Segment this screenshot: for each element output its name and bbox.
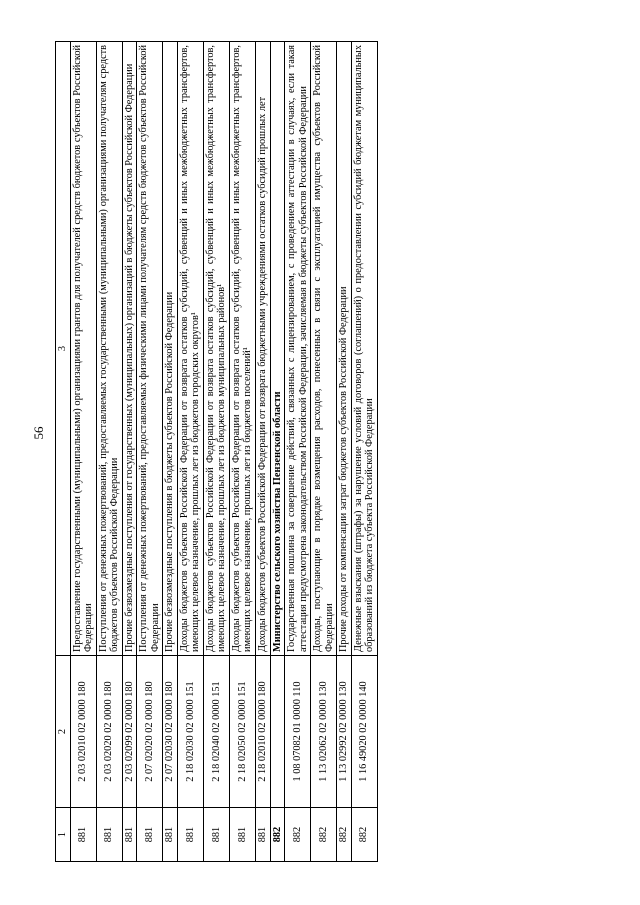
kbk-cell: 1 13 02062 02 0000 130: [311, 656, 337, 808]
description-cell: Денежные взыскания (штрафы) за нарушение условий договоров (соглашений) о предоставлении субсидий бюджетам муниципальных образований из бюджета субъекта Российской Федерации: [351, 42, 377, 656]
rotated-document-table: [55, 42, 585, 862]
kbk-cell: 2 18 02030 02 0000 151: [177, 656, 203, 808]
description-cell: Доходы бюджетов субъектов Российской Федерации от возврата остатков субсидий, субвенций и иных межбюджетных трансфертов, имеющих целевое назначение, прошлых лет из бюджетов городских округов¹: [177, 42, 203, 656]
description-cell: Доходы бюджетов субъектов Российской Федерации от возврата остатков субсидий, субвенций и иных межбюджетных трансфертов, имеющих целевое назначение, прошлых лет из бюджетов поселений¹: [229, 42, 255, 656]
header-col-3: 3: [56, 42, 71, 656]
header-col-2: 2: [56, 656, 71, 808]
kbk-cell: 1 13 02992 02 0000 130: [337, 656, 352, 808]
kbk-cell: 2 18 02040 02 0000 151: [203, 656, 229, 808]
table-row: [255, 42, 270, 862]
description-cell: Прочие безвозмездные поступления от государственных (муниципальных) организаций в бюджеты субъектов Российской Федерации: [122, 42, 137, 656]
table-row: [203, 42, 229, 862]
kbk-cell: 2 18 02050 02 0000 151: [229, 656, 255, 808]
kbk-cell: 2 03 02099 02 0000 180: [122, 656, 137, 808]
table-row: [351, 42, 377, 862]
description-cell: Доходы бюджетов субъектов Российской Федерации от возврата бюджетными учреждениями остатков субсидий прошлых лет: [255, 42, 270, 656]
page-number: 56: [31, 426, 46, 440]
kbk-cell: 1 08 07082 01 0000 110: [285, 656, 311, 808]
kbk-cell: 2 03 02020 02 0000 180: [96, 656, 122, 808]
revenue-codes-table: [55, 41, 378, 862]
admin-code-cell: 881: [163, 808, 178, 862]
admin-code-cell: 881: [255, 808, 270, 862]
description-cell: Поступления от денежных пожертвований, предоставляемых государственными (муниципальными) организациями получателям средств бюджетов субъектов Российской Федерации: [96, 42, 122, 656]
table-row: [285, 42, 311, 862]
description-cell: Предоставление государственными (муниципальными) организациями грантов для получателей средств бюджетов субъектов Российской Федерации: [70, 42, 96, 656]
table-row: [311, 42, 337, 862]
kbk-cell: 1 16 49020 02 0000 140: [351, 656, 377, 808]
section-code-cell: 882: [270, 808, 285, 862]
description-cell: Прочие доходы от компенсации затрат бюджетов субъектов Российской Федерации: [337, 42, 352, 656]
description-cell: Доходы бюджетов субъектов Российской Федерации от возврата остатков субсидий, субвенций и иных межбюджетных трансфертов, имеющих целевое назначение, прошлых лет из бюджетов муниципальных районов¹: [203, 42, 229, 656]
kbk-cell: 2 07 02030 02 0000 180: [163, 656, 178, 808]
table-row: [177, 42, 203, 862]
admin-code-cell: 881: [122, 808, 137, 862]
admin-code-cell: 882: [285, 808, 311, 862]
table-row: [229, 42, 255, 862]
admin-code-cell: 881: [177, 808, 203, 862]
table-row: [137, 42, 163, 862]
table-row: [337, 42, 352, 862]
admin-code-cell: 881: [96, 808, 122, 862]
description-cell: Доходы, поступающие в порядке возмещения расходов, понесенных в связи с эксплуатацией имущества субъектов Российской Федерации: [311, 42, 337, 656]
admin-code-cell: 881: [70, 808, 96, 862]
admin-code-cell: 882: [351, 808, 377, 862]
kbk-cell: 2 07 02020 02 0000 180: [137, 656, 163, 808]
table-row: [122, 42, 137, 862]
table-row: [96, 42, 122, 862]
description-cell: Поступления от денежных пожертвований, предоставляемых физическими лицами получателям средств бюджетов субъектов Российской Федерации: [137, 42, 163, 656]
table-header-row: [56, 42, 71, 862]
table-row: [163, 42, 178, 862]
header-col-1: 1: [56, 808, 71, 862]
description-cell: Прочие безвозмездные поступления в бюджеты субъектов Российской Федерации: [163, 42, 178, 656]
kbk-cell: 2 03 02010 02 0000 180: [70, 656, 96, 808]
section-empty-cell: [270, 656, 285, 808]
section-row: [270, 42, 285, 862]
admin-code-cell: 881: [137, 808, 163, 862]
admin-code-cell: 881: [229, 808, 255, 862]
admin-code-cell: 881: [203, 808, 229, 862]
description-cell: Государственная пошлина за совершение действий, связанных с лицензированием, с проведением аттестации в случаях, если такая аттестация предусмотрена законодательством Российской Федерации, зачисляемая в бюджеты субъектов Российской Федерации: [285, 42, 311, 656]
table-row: [70, 42, 96, 862]
kbk-cell: 2 18 02010 02 0000 180: [255, 656, 270, 808]
admin-code-cell: 882: [311, 808, 337, 862]
section-title-cell: Министерство сельского хозяйства Пензенской области: [270, 42, 285, 656]
admin-code-cell: 882: [337, 808, 352, 862]
